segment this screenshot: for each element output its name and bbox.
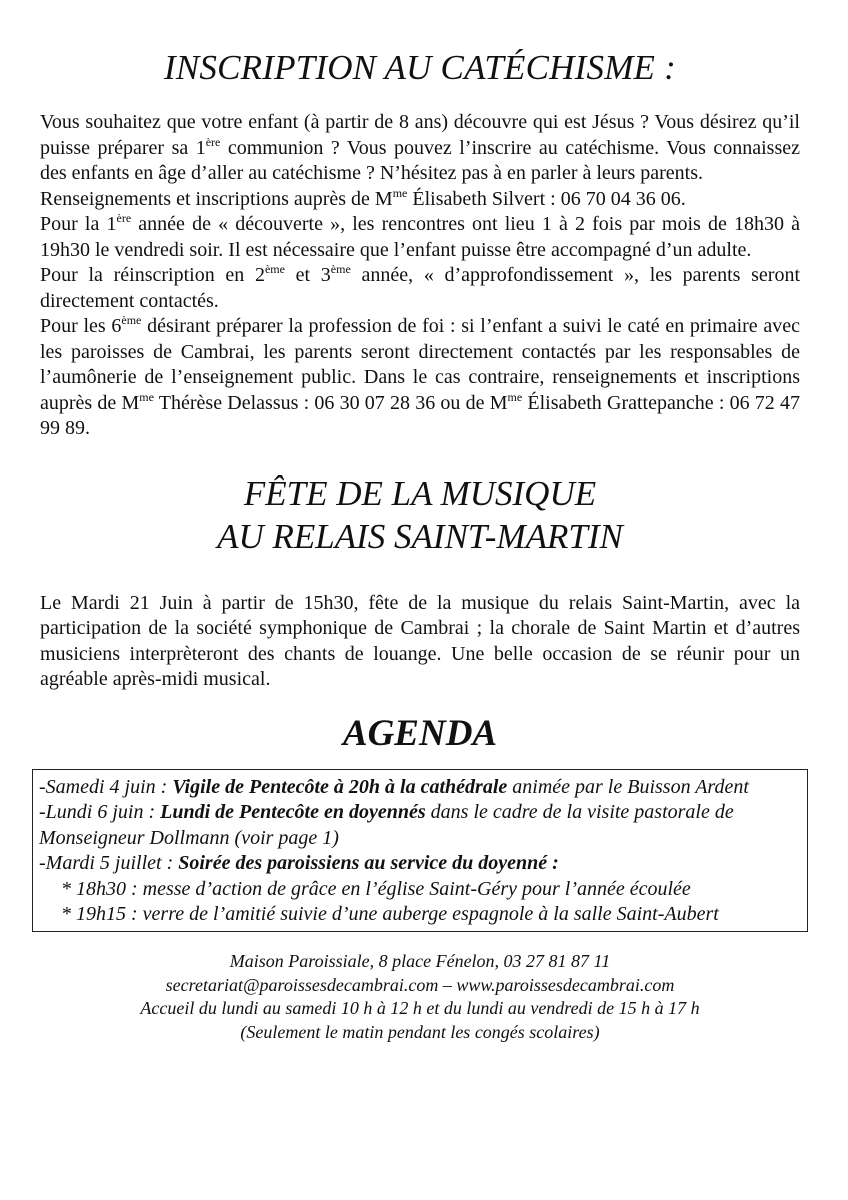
catechisme-paragraph-reinscription: Pour la réinscription en 2ème et 3ème année, « d’approfondissement », les parents seront directement contactés.	[40, 262, 800, 312]
catechisme-paragraph-first-year: Pour la 1ère année de « découverte », les rencontres ont lieu 1 à 2 fois par mois de 18h30 à 19h30 le vendredi soir. Il est nécessaire que l’enfant puisse être accompagné d’un adulte.	[40, 211, 800, 261]
agenda-box	[32, 769, 808, 933]
bulletin-page	[40, 48, 800, 1044]
catechisme-paragraph-contact: Renseignements et inscriptions auprès de $M^{me}$ Élisabeth Silvert : 06 70 04 36 06.	[40, 185, 686, 210]
agenda-item-soiree-paroissiens: -Mardi 5 juillet : Soirée des paroissiens au service du doyenné :	[39, 852, 559, 875]
footer-holiday-note: (Seulement le matin pendant les congés scolaires)	[240, 1021, 600, 1042]
agenda-subitem-verre-amitie: * 19h15 : verre de l’amitié suivie d’une auberge espagnole à la salle Saint-Aubert	[61, 903, 719, 926]
agenda-item-lundi-pentecote: -Lundi 6 juin : Lundi de Pentecôte en doyennés dans le cadre de la visite pastorale de Monseigneur Dollmann (voir page 1)	[39, 801, 734, 849]
catechisme-paragraph-intro: Vous souhaitez que votre enfant (à partir de 8 ans) découvre qui est Jésus ? Vous désirez qu’il puisse préparer sa 1ère communion ? Vous pouvez l’inscrire au catéchisme. Vous connaissez des enfants en âge d’aller au catéchisme ? N’hésitez pas à en parler à leurs parents.	[40, 111, 800, 184]
musique-title: FÊTE DE LA MUSIQUE AU RELAIS SAINT-MARTIN	[217, 473, 623, 556]
agenda-subitem-messe: * 18h30 : messe d’action de grâce en l’église Saint-Géry pour l’année écoulée	[61, 877, 691, 900]
agenda-title: AGENDA	[342, 712, 498, 754]
musique-paragraph: Le Mardi 21 Juin à partir de 15h30, fête de la musique du relais Saint-Martin, avec la participation de la société symphonique de Cambrai ; la chorale de Saint Martin et d’autres musiciens interprèteront des chants de louange. Une belle occasion de se réunir pour un agréable après-midi musical.	[40, 591, 800, 690]
parish-contact-footer	[40, 950, 800, 1044]
footer-address: Maison Paroissiale, 8 place Fénelon, 03 27 81 87 11	[229, 951, 611, 972]
footer-opening-hours: Accueil du lundi au samedi 10 h à 12 h et du lundi au vendredi de 15 h à 17 h	[140, 998, 700, 1019]
footer-email-website: secretariat@paroissesdecambrai.com – www.paroissesdecambrai.com	[165, 974, 675, 995]
catechisme-paragraph-profession-de-foi: Pour les 6ème désirant préparer la profession de foi : si l’enfant a suivi le caté en primaire avec les paroisses de Cambrai, les parents seront directement contactés par les responsables de l’aumônerie de l’enseignement public. Dans le cas contraire, renseignements et inscriptions auprès de $M^{me}$ Thérèse Delassus : 06 30 07 28 36 ou de $M^{me}$ Élisabeth Grattepanche : 06 72 47 99 89.	[40, 313, 801, 439]
catechisme-title: INSCRIPTION AU CATÉCHISME :	[164, 48, 676, 87]
agenda-item-vigile: -Samedi 4 juin : Vigile de Pentecôte à 20h à la cathédrale animée par le Buisson Ardent	[39, 775, 749, 798]
